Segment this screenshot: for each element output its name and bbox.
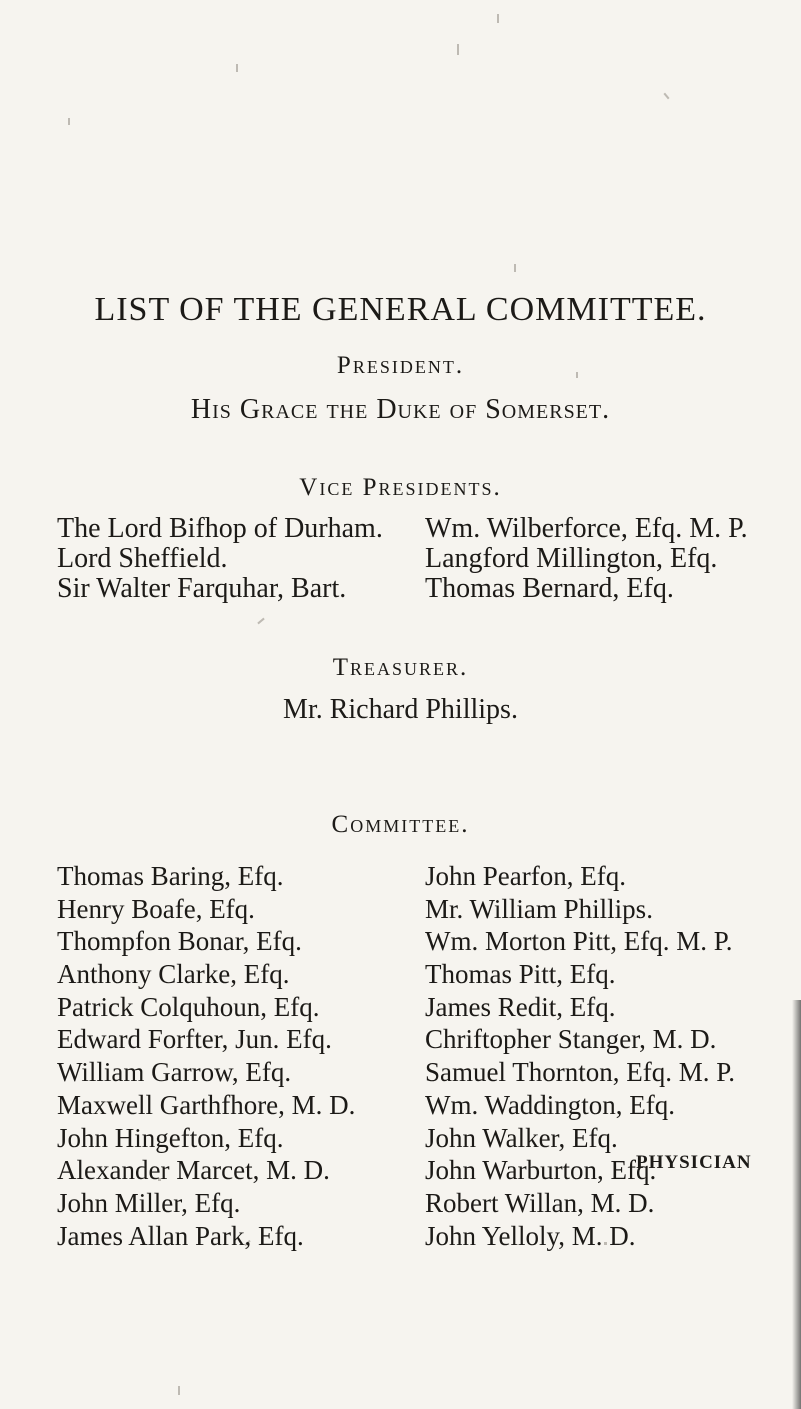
- committee-member: Thomas Pitt, Efq.: [425, 959, 616, 990]
- vice-presidents-heading: Vice Presidents.: [299, 474, 502, 501]
- president-heading: President.: [336, 352, 465, 379]
- committee-member: Thomas Baring, Efq.: [57, 861, 284, 891]
- committee-member: Maxwell Garthfhore, M. D.: [57, 1089, 356, 1120]
- vice-president-left-3: Sir Walter Farquhar, Bart.: [57, 573, 347, 604]
- committee-member: Mr. William Phillips.: [425, 893, 653, 924]
- committee-member: James Redit, Efq.: [425, 991, 616, 1022]
- paper-speck: [497, 14, 499, 23]
- committee-member: Robert Willan, M. D.: [425, 1187, 655, 1218]
- paper-speck: [457, 44, 459, 55]
- committee-member: Wm. Waddington, Efq.: [425, 1089, 676, 1120]
- treasurer-name: Mr. Richard Phillips.: [283, 694, 518, 725]
- paper-speck: [514, 264, 516, 272]
- vice-president-left-2: Lord Sheffield.: [57, 543, 228, 574]
- paper-speck: [663, 93, 669, 100]
- committee-member: John Miller, Efq.: [57, 1187, 241, 1218]
- paper-speck: [257, 618, 264, 625]
- committee-list-left: [57, 860, 355, 1252]
- committee-member: Henry Boafe, Efq.: [57, 893, 255, 924]
- paper-speck: [178, 1386, 180, 1395]
- committee-member: John Warburton, Efq.: [425, 1155, 657, 1186]
- committee-member: James Allan Park, Efq.: [57, 1220, 304, 1251]
- committee-member: Wm. Morton Pitt, Efq. M. P.: [425, 926, 733, 957]
- paper-speck: [68, 118, 70, 125]
- vice-president-right-3: Thomas Bernard, Efq.: [425, 573, 674, 604]
- committee-member: John Yelloly, M. D.: [425, 1220, 636, 1251]
- committee-member: John Walker, Efq.: [425, 1122, 618, 1153]
- paper-speck: [236, 64, 238, 72]
- vice-president-right-1: Wm. Wilberforce, Efq. M. P.: [425, 513, 748, 544]
- catchword: PHYSICIAN: [636, 1152, 752, 1173]
- vice-president-right-2: Langford Millington, Efq.: [425, 543, 718, 574]
- committee-member: Chriftopher Stanger, M. D.: [425, 1024, 717, 1055]
- page-edge-shadow: [792, 1000, 801, 1409]
- committee-member: Samuel Thornton, Efq. M. P.: [425, 1057, 735, 1088]
- page-title: LIST OF THE GENERAL COMMITTEE.: [94, 291, 707, 328]
- president-name: His Grace the Duke of Somerset.: [190, 394, 611, 425]
- committee-member: John Pearfon, Efq.: [425, 861, 626, 891]
- committee-member: Patrick Colquhoun, Efq.: [57, 991, 320, 1022]
- vice-president-left-1: The Lord Bifhop of Durham.: [57, 513, 383, 544]
- committee-member: Thompfon Bonar, Efq.: [57, 926, 302, 957]
- committee-heading: Committee.: [331, 811, 470, 838]
- committee-list-right: [425, 860, 735, 1252]
- committee-member: Anthony Clarke, Efq.: [57, 959, 290, 990]
- committee-member: Alexander Marcet, M. D.: [57, 1155, 330, 1186]
- committee-member: William Garrow, Efq.: [57, 1057, 292, 1088]
- committee-member: Edward Forfter, Jun. Efq.: [57, 1024, 332, 1055]
- treasurer-heading: Treasurer.: [332, 654, 469, 681]
- committee-member: John Hingefton, Efq.: [57, 1122, 284, 1153]
